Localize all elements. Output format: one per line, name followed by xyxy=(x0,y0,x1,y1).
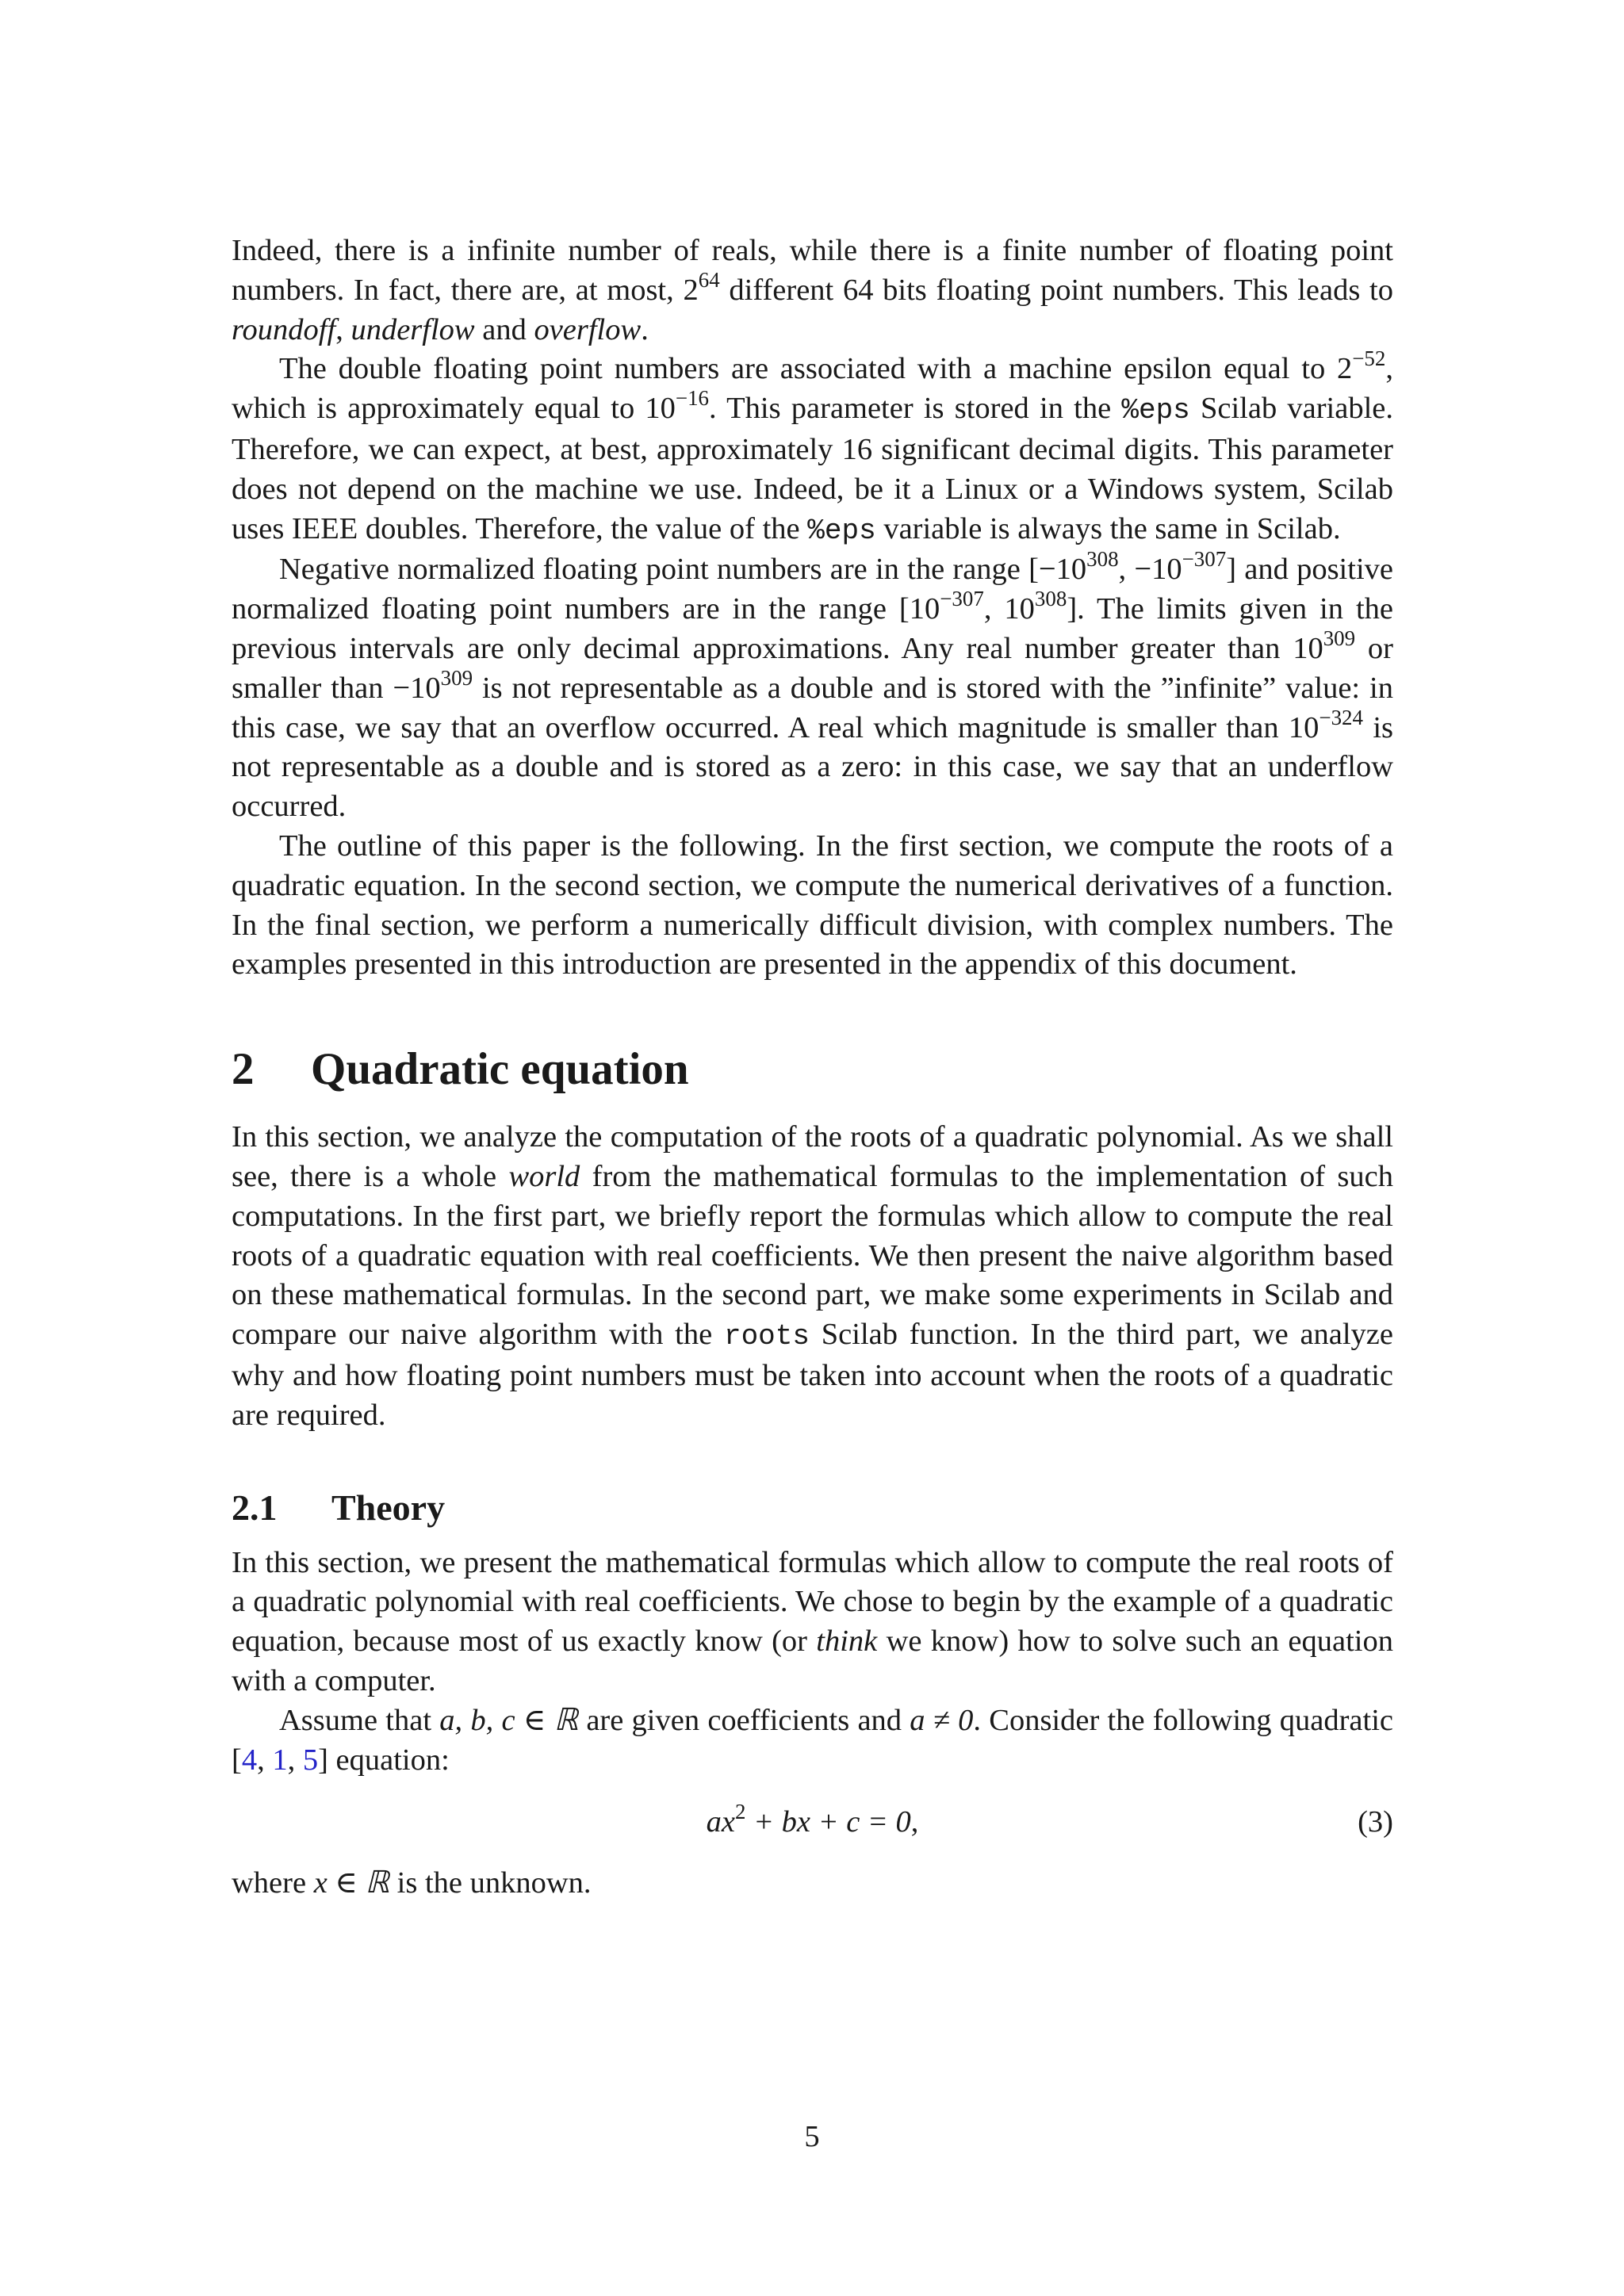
intro-paragraph-3: Negative normalized floating point numbers are in the range [$-10^{308}$, $-10^{-307}$] and positive normalized floating point numbers are in the range [$10^{-307}$, $10^{308}$]. The limits given in the previous intervals are only decimal approximations. Any real number greater than $10^{309}$ or smaller than $-10^{309}$ is not representable as a double and is stored with the ”infinite” value: in this case, we say that an overflow occurred. A real which magnitude is smaller than $10^{-324}$ is not representable as a double and is stored as a zero: in this case, we say that an underflow occurred. xyxy=(232,547,1393,824)
citation-link[interactable]: 5 xyxy=(302,1743,319,1777)
equation-number: (3) xyxy=(1358,1805,1393,1839)
subsection-number: 2.1 xyxy=(232,1487,278,1528)
section-title: Quadratic equation xyxy=(311,1044,689,1095)
section-2-1-paragraph-2: Assume that a, b, c ∈ ℝ are given coefficients and a ≠ 0. Consider the following quadratic [4, 1, 5] equation: xyxy=(232,1703,1393,1777)
page-body xyxy=(232,232,1393,1904)
code-roots: roots xyxy=(723,1320,810,1353)
citation-link[interactable]: 1 xyxy=(272,1743,288,1777)
intro-paragraph-2: The double floating point numbers are associated with a machine epsilon equal to $2^{-52}$, which is approximately equal to $10^{-16}$. This parameter is stored in the %eps Scilab variable. Therefore, we can expect, at best, approximately 16 significant decimal digits. This parameter does not depend on the machine we use. Indeed, be it a Linux or a Windows system, Scilab uses IEEE doubles. Therefore, the value of the %eps variable is always the same in Scilab. xyxy=(232,346,1393,547)
intro-paragraph-1: Indeed, there is a infinite number of reals, while there is a finite number of floating point numbers. In fact, there are, at most, $2^{64}$ different 64 bits floating point numbers. This leads to roundoff, underflow and overflow. xyxy=(232,234,1393,346)
code-eps: %eps xyxy=(1121,394,1190,427)
section-number: 2 xyxy=(232,1044,255,1095)
code-eps: %eps xyxy=(807,514,876,547)
section-2-1-paragraph-3: where x ∈ ℝ is the unknown. xyxy=(232,1866,592,1900)
subsection-heading xyxy=(232,1485,1393,1531)
section-2-1-paragraph-1: In this section, we present the mathematical formulas which allow to compute the real roots of a quadratic polynomial with real coefficients. We chose to begin by the example of a quadratic equation, because most of us exactly know (or think we know) how to solve such an equation with a computer. xyxy=(232,1545,1393,1697)
section-2-paragraph-1: In this section, we analyze the computation of the roots of a quadratic polynomial. As we shall see, there is a whole world from the mathematical formulas to the implementation of such computations. In the first part, we briefly report the formulas which allow to compute the real roots of a quadratic equation with real coefficients. We then present the naive algorithm based on these mathematical formulas. In the second part, we make some experiments in Scilab and compare our naive algorithm with the roots Scilab function. In the third part, we analyze why and how floating point numbers must be taken into account when the roots of a quadratic are required. xyxy=(232,1120,1393,1432)
subsection-title: Theory xyxy=(331,1487,446,1528)
page-number: 5 xyxy=(804,2120,820,2153)
equation-body: $ax^2$ + bx + c = 0, xyxy=(706,1800,919,1839)
citation-link[interactable]: 4 xyxy=(241,1743,258,1777)
equation-3 xyxy=(232,1802,1393,1842)
section-heading xyxy=(232,1042,1393,1097)
intro-paragraph-4: The outline of this paper is the following. In the first section, we compute the roots of a quadratic equation. In the second section, we compute the numerical derivatives of a function. In the final section, we perform a numerically difficult division, with complex numbers. The examples presented in this introduction are presented in the appendix of this document. xyxy=(232,828,1393,982)
